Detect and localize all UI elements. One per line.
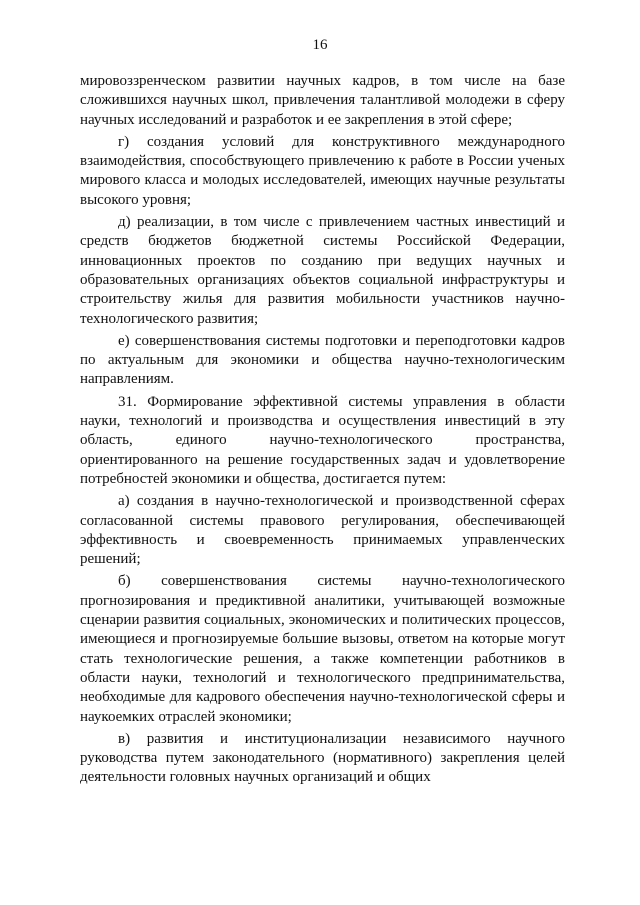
- paragraph-item-v: в) развития и институционализации независимого научного руководства путем законодательного (нормативного) закрепления целей деятельности головных научных организаций и общих: [80, 730, 565, 786]
- paragraph-section-31: 31. Формирование эффективной системы управления в области науки, технологий и производства и осуществления инвестиций в эту область, единого научно-технологического пространства, ориентированного на решение государственных задач и удовлетворение потребностей экономики и общества, достигается путем:: [80, 393, 565, 487]
- paragraph-continuation: мировоззренческом развитии научных кадров, в том числе на базе сложившихся научных школ, привлечения талантливой молодежи в сферу научных исследований и разработок и ее закрепления в этой сфере;: [80, 73, 565, 128]
- paragraph-item-b: б) совершенствования системы научно-технологического прогнозирования и предиктивной аналитики, учитывающей возможные сценарии развития социальных, экономических и политических процессов, имеющиеся и прогнозируемые большие вызовы, ответом на которые могут стать технологические решения, а также компетенции работников в области науки, технологий и технологического предпринимательства, необходимые для кадрового обеспечения научно-технологической сферы и наукоемких отраслей экономики;: [80, 573, 565, 725]
- paragraph-item-e: е) совершенствования системы подготовки и переподготовки кадров по актуальным для экономики и общества научно-технологическим направлениям.: [80, 332, 565, 388]
- paragraph-item-g: г) создания условий для конструктивного международного взаимодействия, способствующего привлечению к работе в России ученых мирового класса и молодых исследователей, имеющих научные результаты высокого уровня;: [80, 133, 565, 208]
- paragraph-item-d: д) реализации, в том числе с привлечением частных инвестиций и средств бюджетов бюджетной системы Российской Федерации, инновационных проектов по созданию при ведущих научных и образовательных организациях объектов социальной инфраструктуры и строительству жилья для развития мобильности участников научно-технологического развития;: [80, 214, 565, 327]
- document-body: [80, 72, 565, 791]
- paragraph-item-a: а) создания в научно-технологической и производственной сферах согласованной системы правового регулирования, обеспечивающей эффективность и своевременность принимаемых управленческих решений;: [80, 493, 565, 568]
- page-number: 16: [312, 37, 328, 53]
